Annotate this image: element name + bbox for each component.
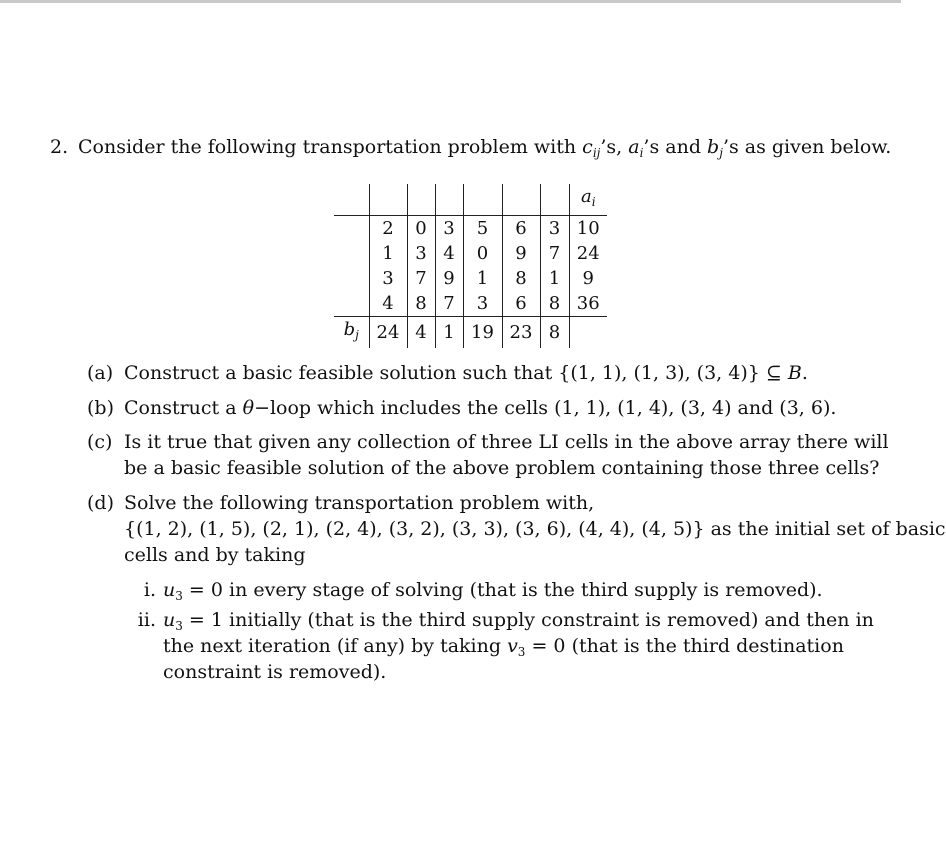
supply-symbol: a — [628, 136, 640, 158]
demand-cell: 19 — [463, 317, 502, 349]
part-c-line2: be a basic feasible solution of the above problem containing those three cells? — [124, 457, 880, 479]
cost-cell: 8 — [407, 291, 435, 317]
cost-cell: 5 — [463, 216, 502, 242]
cost-cell: 3 — [369, 266, 407, 291]
cost-cell: 9 — [502, 241, 540, 266]
part-label: (b) — [87, 397, 114, 419]
demand-cell: 1 — [435, 317, 463, 349]
cost-cell: 3 — [540, 216, 569, 242]
part-a: (a) Construct a basic feasible solution such that {(1, 1), (1, 3), (3, 4)} ⊆ B. — [87, 362, 808, 384]
part-label: (c) — [87, 431, 113, 453]
question-number: 2. — [50, 136, 69, 158]
stem-text-3: ’s and — [643, 136, 708, 158]
cost-cell: 8 — [502, 266, 540, 291]
stem-text: Consider the following transportation problem with — [78, 136, 583, 158]
theta-symbol: θ — [242, 397, 255, 419]
demand-cell: 8 — [540, 317, 569, 349]
cost-subscript: ij — [592, 146, 601, 160]
cost-cell: 6 — [502, 216, 540, 242]
part-b: (b) Construct a θ−loop which includes the cells (1, 1), (1, 4), (3, 4) and (3, 6). — [87, 397, 837, 419]
demand-cell: 23 — [502, 317, 540, 349]
supply-subscript: i — [639, 146, 644, 160]
table-header-row — [334, 184, 607, 216]
cost-cell: 0 — [463, 241, 502, 266]
top-border — [0, 0, 901, 3]
basis-symbol: B — [787, 362, 802, 384]
table-row — [334, 291, 607, 317]
cost-cell: 6 — [502, 291, 540, 317]
sub-item-ii: ii. $u_3 = 1$ initially (that is the third supply constraint is removed) and then in — [137, 609, 874, 633]
cost-cell: 7 — [540, 241, 569, 266]
sub-item-ii-line2: the next iteration (if any) by taking $v_3 = 0$ (that is the third destination — [163, 635, 844, 659]
stem-text-4: ’s as given below. — [722, 136, 892, 158]
cost-cell: 4 — [369, 291, 407, 317]
cost-cell: 3 — [463, 291, 502, 317]
demand-symbol: b — [707, 136, 720, 158]
cost-cell: 1 — [463, 266, 502, 291]
cost-symbol: c — [582, 136, 593, 158]
supply-cell: 36 — [569, 291, 607, 317]
demand-cell: 4 — [407, 317, 435, 349]
supply-cell: 24 — [569, 241, 607, 266]
cost-cell: 0 — [407, 216, 435, 242]
demand-cell: 24 — [369, 317, 407, 349]
cost-cell: 8 — [540, 291, 569, 317]
part-c: (c) Is it true that given any collection of three LI cells in the above array there will — [87, 431, 889, 453]
question-heading — [50, 136, 891, 160]
table-row — [334, 266, 607, 291]
demand-label: $b_j$ — [343, 319, 359, 342]
cost-cell: 3 — [407, 241, 435, 266]
stem-text-2: ’s, — [600, 136, 629, 158]
initial-basis-set: {(1, 2), (1, 5), (2, 1), (2, 4), (3, 2), (3, 3), (3, 6), (4, 4), (4, 5)} — [124, 518, 705, 540]
part-text: Construct a basic feasible solution such that {(1, 1), (1, 3), (3, 4)} ⊆ — [124, 362, 788, 384]
cost-cell: 7 — [435, 291, 463, 317]
table-row — [334, 216, 607, 242]
table-row — [334, 241, 607, 266]
cost-cell: 1 — [369, 241, 407, 266]
demand-subscript: j — [719, 146, 723, 160]
cost-cell: 2 — [369, 216, 407, 242]
part-label: (d) — [87, 492, 114, 514]
cost-cell: 9 — [435, 266, 463, 291]
cost-cell: 7 — [407, 266, 435, 291]
sub-item-ii-line3: constraint is removed). — [163, 661, 387, 683]
cost-cell: 4 — [435, 241, 463, 266]
supply-header: $a_i$ — [569, 184, 607, 216]
part-label: (a) — [87, 362, 114, 384]
supply-cell: 9 — [569, 266, 607, 291]
part-d-line2: {(1, 2), (1, 5), (2, 1), (2, 4), (3, 2), (3, 3), (3, 6), (4, 4), (4, 5)} as the initial set of basic — [124, 518, 946, 540]
cost-cell: 1 — [540, 266, 569, 291]
sub-item-i: i. $u_3 = 0$ in every stage of solving (that is the third supply is removed). — [143, 579, 823, 603]
part-d-line3: cells and by taking — [124, 544, 306, 566]
transportation-table — [334, 184, 607, 348]
cost-cell: 3 — [435, 216, 463, 242]
supply-cell: 10 — [569, 216, 607, 242]
demand-row — [334, 317, 607, 349]
part-d: (d) Solve the following transportation problem with, — [87, 492, 595, 514]
